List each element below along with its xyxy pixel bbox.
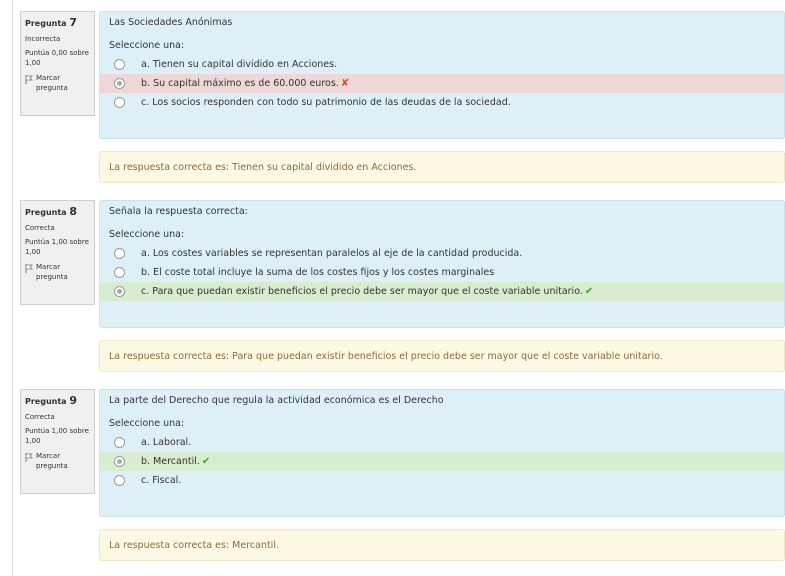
question-content-8	[99, 200, 785, 328]
answer-option-label: a. Los costes variables se representan paralelos al eje de la cantidad producida.	[141, 248, 523, 259]
question-number-value: 7	[69, 16, 78, 29]
flag-icon	[25, 452, 33, 462]
question-number	[25, 16, 90, 31]
answer-options	[100, 55, 784, 112]
answer-option-b[interactable]	[100, 263, 784, 282]
radio-button[interactable]	[114, 475, 125, 486]
question-state: Correcta	[25, 223, 55, 232]
question-state: Incorrecta	[25, 34, 61, 43]
answer-option-label: c. Fiscal.	[141, 475, 182, 486]
answer-prompt: Seleccione una:	[109, 229, 185, 240]
answer-options	[100, 244, 784, 301]
question-info-7	[20, 11, 95, 116]
answer-option-label: b. El coste total incluye la suma de los costes fijos y los costes marginales	[141, 267, 495, 278]
radio-button-selected[interactable]	[114, 78, 125, 89]
check-icon: ✔	[201, 456, 211, 467]
question-number-value: 8	[69, 205, 78, 218]
page-left-border	[12, 0, 13, 576]
radio-button[interactable]	[114, 97, 125, 108]
question-label: Pregunta	[25, 208, 67, 217]
answer-option-label: c. Los socios responden con todo su patrimonio de las deudas de la sociedad.	[141, 97, 511, 108]
question-content-7	[99, 11, 785, 139]
answer-option-label: a. Tienen su capital dividido en Acciones.	[141, 59, 338, 70]
question-grade: Puntúa 1,00 sobre 1,00	[25, 427, 89, 445]
answer-option-label: a. Laboral.	[141, 437, 192, 448]
answer-option-c[interactable]	[100, 93, 784, 112]
question-number-value: 9	[69, 394, 78, 407]
cross-icon: ✘	[340, 78, 350, 89]
correct-answer-feedback-9: La respuesta correcta es: Mercantil.	[99, 529, 785, 561]
answer-prompt: Seleccione una:	[109, 418, 185, 429]
flag-icon	[25, 74, 33, 84]
radio-button[interactable]	[114, 267, 125, 278]
question-number	[25, 394, 90, 409]
correct-answer-feedback-8: La respuesta correcta es: Para que puedan existir beneficios el precio debe ser mayor que el coste variable unitario.	[99, 340, 785, 372]
flag-question-link[interactable]	[25, 74, 90, 93]
radio-button-selected[interactable]	[114, 456, 125, 467]
flag-question-link[interactable]	[25, 263, 90, 282]
question-grade: Puntúa 1,00 sobre 1,00	[25, 238, 89, 256]
question-grade: Puntúa 0,00 sobre 1,00	[25, 49, 89, 67]
radio-button[interactable]	[114, 59, 125, 70]
question-text: La parte del Derecho que regula la actividad económica es el Derecho	[109, 395, 444, 406]
answer-option-a[interactable]	[100, 55, 784, 74]
question-number	[25, 205, 90, 220]
answer-option-b[interactable]	[100, 452, 784, 471]
flag-question-label: Marcar pregunta	[36, 263, 68, 281]
question-info-9	[20, 389, 95, 494]
radio-button[interactable]	[114, 248, 125, 259]
check-icon: ✔	[584, 286, 594, 297]
radio-button-selected[interactable]	[114, 286, 125, 297]
question-label: Pregunta	[25, 19, 67, 28]
question-state: Correcta	[25, 412, 55, 421]
answer-option-label: c. Para que puedan existir beneficios el precio debe ser mayor que el coste variable unitario.	[141, 286, 583, 297]
answer-option-c[interactable]	[100, 471, 784, 490]
question-content-9	[99, 389, 785, 517]
question-text: Señala la respuesta correcta:	[109, 206, 248, 217]
answer-option-c[interactable]	[100, 282, 784, 301]
answer-option-label: b. Su capital máximo es de 60.000 euros.	[141, 78, 339, 89]
answer-prompt: Seleccione una:	[109, 40, 185, 51]
radio-button[interactable]	[114, 437, 125, 448]
answer-options	[100, 433, 784, 490]
answer-option-b[interactable]	[100, 74, 784, 93]
question-label: Pregunta	[25, 397, 67, 406]
flag-question-link[interactable]	[25, 452, 90, 471]
flag-icon	[25, 263, 33, 273]
answer-option-a[interactable]	[100, 244, 784, 263]
correct-answer-feedback-7: La respuesta correcta es: Tienen su capital dividido en Acciones.	[99, 151, 785, 183]
flag-question-label: Marcar pregunta	[36, 74, 68, 92]
answer-option-a[interactable]	[100, 433, 784, 452]
answer-option-label: b. Mercantil.	[141, 456, 200, 467]
question-info-8	[20, 200, 95, 305]
question-text: Las Sociedades Anónimas	[109, 17, 233, 28]
flag-question-label: Marcar pregunta	[36, 452, 68, 470]
